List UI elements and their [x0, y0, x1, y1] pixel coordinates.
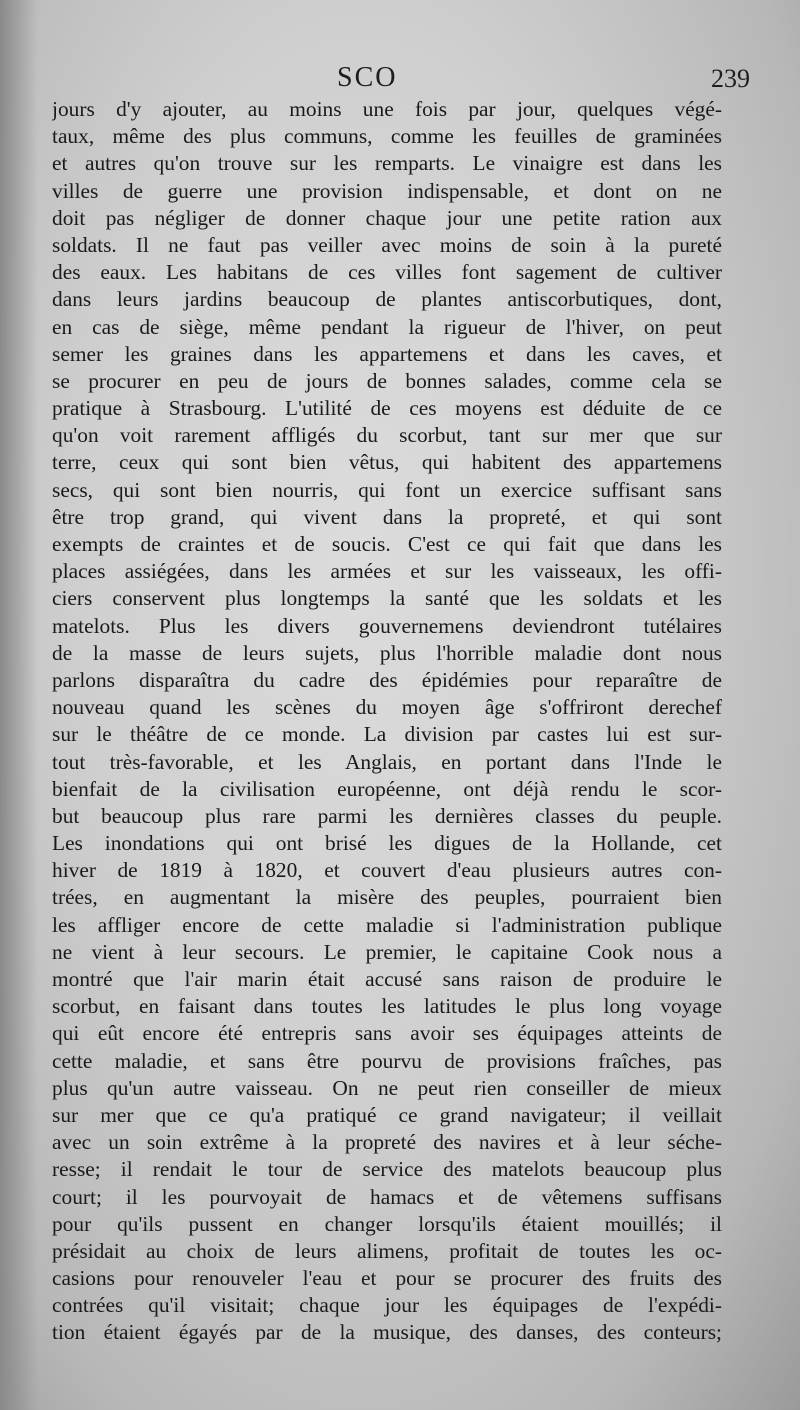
text-line: trées, en augmentant la misère des peuples, pourraient bien — [52, 885, 722, 910]
text-line: pour qu'ils pussent en changer lorsqu'ils étaient mouillés; il — [52, 1211, 722, 1236]
text-line: terre, ceux qui sont bien vêtus, qui habitent des appartemens — [52, 450, 722, 475]
text-line: pratique à Strasbourg. L'utilité de ces moyens est déduite de ce — [52, 396, 722, 421]
text-line: secs, qui sont bien nourris, qui font un exercice suffisant sans — [52, 477, 722, 502]
text-line: de la masse de leurs sujets, plus l'horrible maladie dont nous — [52, 640, 722, 665]
text-line: court; il les pourvoyait de hamacs et de vêtemens suffisans — [52, 1184, 722, 1209]
text-line: qu'on voit rarement affligés du scorbut, tant sur mer que sur — [52, 423, 722, 448]
text-line: se procurer en peu de jours de bonnes salades, comme cela se — [52, 368, 722, 393]
text-line: nouveau quand les scènes du moyen âge s'offriront derechef — [52, 695, 722, 720]
text-line: plus qu'un autre vaisseau. On ne peut rien conseiller de mieux — [52, 1075, 722, 1100]
text-line: qui eût encore été entrepris sans avoir ses équipages atteints de — [52, 1021, 722, 1046]
text-line: dans leurs jardins beaucoup de plantes antiscorbutiques, dont, — [52, 287, 722, 312]
text-line: avec un soin extrême à la propreté des navires et à leur séche- — [52, 1130, 722, 1155]
text-line: des eaux. Les habitans de ces villes font sagement de cultiver — [52, 260, 722, 285]
text-line: matelots. Plus les divers gouvernemens deviendront tutélaires — [52, 613, 722, 638]
text-line: tion étaient égayés par de la musique, des danses, des conteurs; — [52, 1320, 722, 1345]
text-line: sur le théâtre de ce monde. La division par castes lui est sur- — [52, 722, 722, 747]
text-line: soldats. Il ne faut pas veiller avec moins de soin à la pureté — [52, 232, 722, 257]
body-text — [52, 96, 722, 1347]
running-head: SCO — [337, 62, 398, 93]
text-line: être trop grand, qui vivent dans la propreté, et qui sont — [52, 504, 722, 529]
text-line: montré que l'air marin était accusé sans raison de produire le — [52, 967, 722, 991]
text-line: places assiégées, dans les armées et sur les vaisseaux, les offi- — [52, 559, 722, 584]
text-line: contrées qu'il visitait; chaque jour les équipages de l'expédi- — [52, 1293, 722, 1318]
text-line: et autres qu'on trouve sur les remparts. Le vinaigre est dans les — [52, 151, 722, 176]
text-line: présidait au choix de leurs alimens, profitait de toutes les oc- — [52, 1238, 722, 1263]
text-line: semer les graines dans les appartemens et dans les caves, et — [52, 341, 722, 366]
text-line: sur mer que ce qu'a pratiqué ce grand navigateur; il veillait — [52, 1102, 722, 1127]
page-header — [52, 62, 750, 98]
text-line: ciers conservent plus longtemps la santé que les soldats et les — [52, 586, 722, 611]
text-line: cette maladie, et sans être pourvu de provisions fraîches, pas — [52, 1048, 722, 1073]
text-line: ne vient à leur secours. Le premier, le capitaine Cook nous a — [52, 939, 722, 964]
text-line: but beaucoup plus rare parmi les dernières classes du peuple. — [52, 803, 722, 828]
text-line: en cas de siège, même pendant la rigueur de l'hiver, on peut — [52, 314, 722, 339]
text-line: hiver de 1819 à 1820, et couvert d'eau plusieurs autres con- — [52, 858, 722, 883]
text-line: exempts de craintes et de soucis. C'est ce qui fait que dans les — [52, 532, 722, 556]
text-line: tout très-favorable, et les Anglais, en portant dans l'Inde le — [52, 749, 722, 774]
text-line: resse; il rendait le tour de service des matelots beaucoup plus — [52, 1157, 722, 1182]
text-line: Les inondations qui ont brisé les digues de la Hollande, cet — [52, 831, 722, 856]
text-line: doit pas négliger de donner chaque jour une petite ration aux — [52, 205, 722, 230]
text-line: taux, même des plus communs, comme les feuilles de graminées — [52, 124, 722, 149]
page-number: 239 — [711, 64, 750, 93]
text-line: les affliger encore de cette maladie si l'administration publique — [52, 912, 722, 937]
text-line: parlons disparaîtra du cadre des épidémies pour reparaître de — [52, 667, 722, 692]
text-line: scorbut, en faisant dans toutes les latitudes le plus long voyage — [52, 994, 722, 1019]
text-line: jours d'y ajouter, au moins une fois par jour, quelques végé- — [52, 97, 722, 121]
text-line: villes de guerre une provision indispensable, et dont on ne — [52, 178, 722, 203]
text-line: bienfait de la civilisation européenne, ont déjà rendu le scor- — [52, 776, 722, 801]
text-line: casions pour renouveler l'eau et pour se procurer des fruits des — [52, 1266, 722, 1291]
